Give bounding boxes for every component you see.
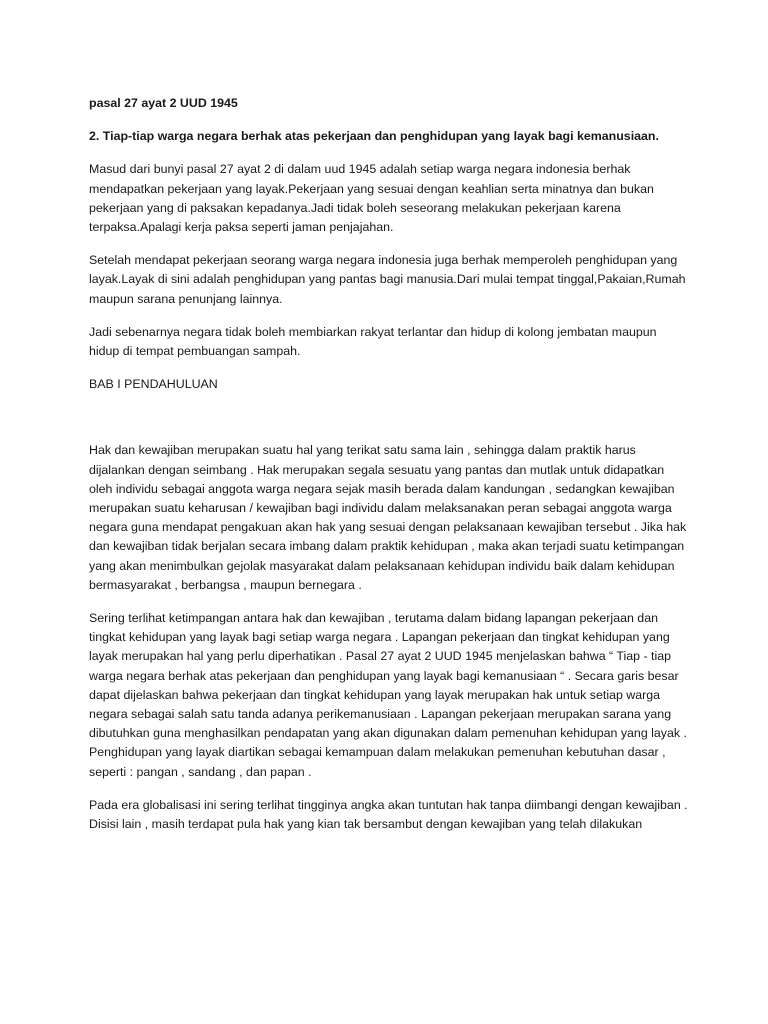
paragraph-livelihood: Setelah mendapat pekerjaan seorang warga negara indonesia juga berhak memperoleh penghidupan yang layak.Layak di sini adalah penghidupan yang pantas bagi manusia.Dari mulai tempat tinggal,Pakaian,Rumah maupun sarana penunjang lainnya. [89, 253, 686, 306]
paragraph-meaning: Masud dari bunyi pasal 27 ayat 2 di dalam uud 1945 adalah setiap warga negara indonesia berhak mendapatkan pekerjaan yang layak.Pekerjaan yang sesuai dengan keahlian serta minatnya dan bukan pekerjaan yang di paksakan kepadanya.Jadi tidak boleh seseorang melakukan pekerjaan karena terpaksa.Apalagi kerja paksa seperti jaman penjajahan. [89, 162, 654, 235]
article-verse: 2. Tiap-tiap warga negara berhak atas pekerjaan dan penghidupan yang layak bagi kemanusiaan. [89, 129, 659, 144]
paragraph-state-duty: Jadi sebenarnya negara tidak boleh membiarkan rakyat terlantar dan hidup di kolong jembatan maupun hidup di tempat pembuangan sampah. [89, 324, 657, 359]
paragraph-imbalance: Sering terlihat ketimpangan antara hak dan kewajiban , terutama dalam bidang lapangan pekerjaan dan tingkat kehidupan yang layak bagi setiap warga negara . Lapangan pekerjaan dan tingkat kehidupan yang layak merupakan hal yang perlu diperhatikan . Pasal 27 ayat 2 UUD 1945 menjelaskan bahwa “ Tiap - tiap warga negara berhak atas pekerjaan dan penghidupan yang layak bagi kemanusiaan “ . Secara garis besar dapat dijelaskan bahwa pekerjaan dan tingkat kehidupan yang layak merupakan hak untuk setiap warga negara sebagai salah satu tanda adanya perikemanusiaan . Lapangan pekerjaan merupakan sarana yang dibutuhkan guna menghasilkan pendapatan yang akan digunakan dalam pemenuhan kehidupan yang layak . Penghidupan yang layak diartikan sebagai kemampuan dalam melakukan pemenuhan kebutuhan dasar , seperti : pangan , sandang , dan papan . [89, 611, 687, 779]
paragraph-rights-obligations: Hak dan kewajiban merupakan suatu hal yang terikat satu sama lain , sehingga dalam praktik harus dijalankan dengan seimbang . Hak merupakan segala sesuatu yang pantas dan mutlak untuk didapatkan oleh individu sebagai anggota warga negara sejak masih berada dalam kandungan , sedangkan kewajiban merupakan suatu keharusan / kewajiban bagi individu dalam melaksanakan peran sebagai anggota warga negara guna mendapat pengakuan akan hak yang sesuai dengan pelaksanaan kewajiban tersebut . Jika hak dan kewajiban tidak berjalan secara imbang dalam praktik kehidupan , maka akan terjadi suatu ketimpangan yang akan menimbulkan gejolak masyarakat dalam pelaksanaan kehidupan individu baik dalam kehidupan bermasyarakat , berbangsa , maupun bernegara . [89, 443, 687, 592]
chapter-heading: BAB I PENDAHULUAN [89, 377, 218, 392]
document-title: pasal 27 ayat 2 UUD 1945 [89, 96, 238, 110]
paragraph-globalization: Pada era globalisasi ini sering terlihat tingginya angka akan tuntutan hak tanpa diimbangi dengan kewajiban . Disisi lain , masih terdapat pula hak yang kian tak bersambut dengan kewajiban yang telah dilakukan [89, 797, 688, 832]
document-body [89, 94, 689, 848]
